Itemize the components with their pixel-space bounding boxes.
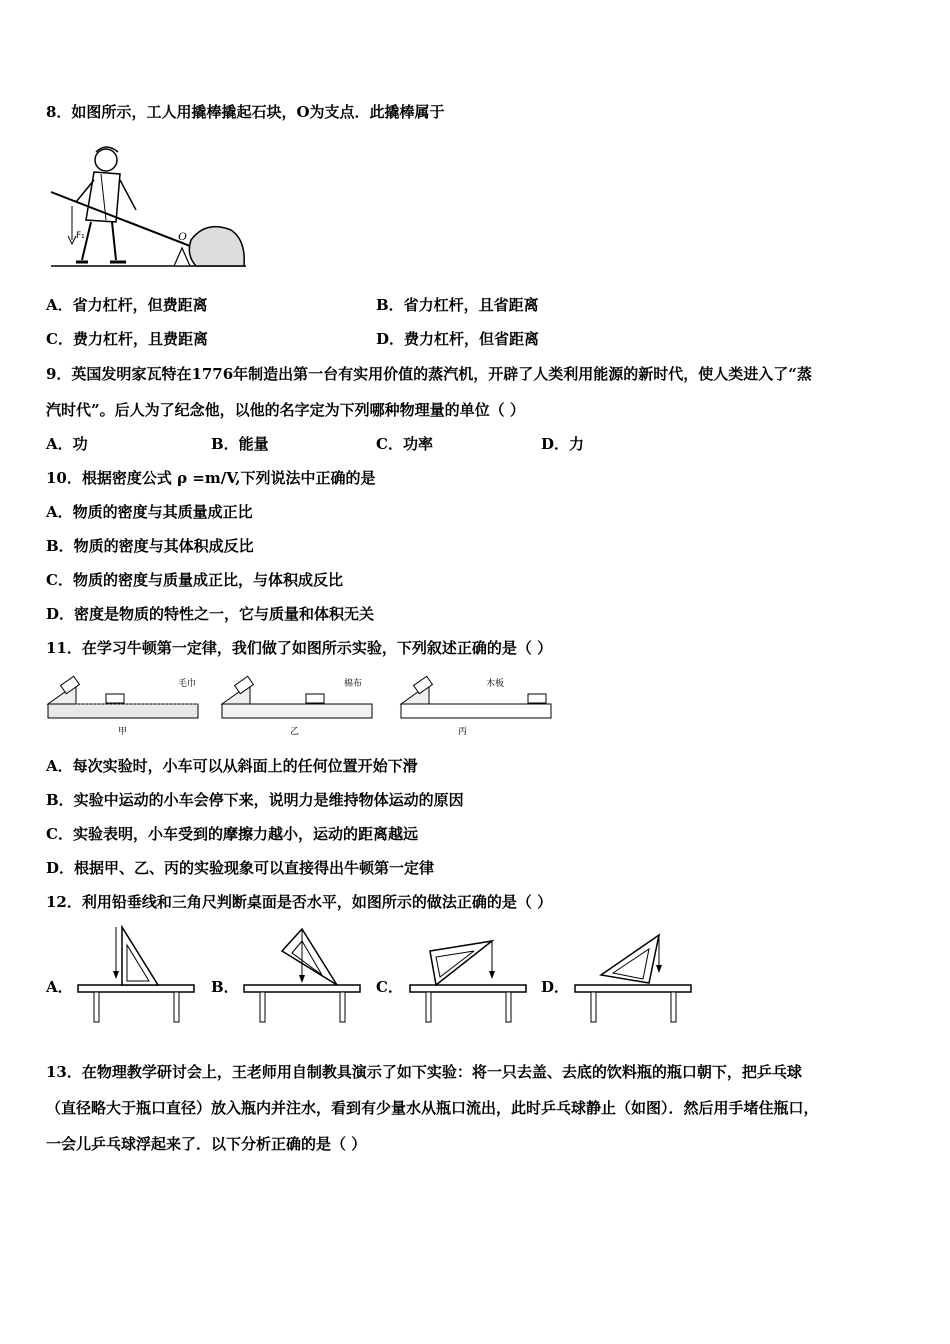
pivot-label: O	[178, 229, 187, 243]
q10-option-a[interactable]: A．物质的密度与其质量成正比	[46, 503, 253, 521]
q11-option-b[interactable]: B．实验中运动的小车会停下来，说明力是维持物体运动的原因	[46, 791, 464, 809]
q12-stem: 12．利用铅垂线和三角尺判断桌面是否水平，如图所示的做法正确的是（ ）	[46, 893, 553, 911]
caption-bing: 丙	[458, 727, 468, 737]
lever-figure	[46, 140, 266, 275]
q9-option-a[interactable]: A．功	[46, 435, 88, 453]
plumb-figure-c	[408, 925, 530, 1025]
q9-stem-line1: 9．英国发明家瓦特在1776年制造出第一台有实用价值的蒸汽机，开辟了人类利用能源的新时代，使人类进入了“蒸	[46, 365, 812, 383]
panel-wood	[401, 676, 551, 737]
q13-stem-line3: 一会儿乒乓球浮起来了．以下分析正确的是（ ）	[46, 1135, 367, 1153]
q12-option-a[interactable]: A．	[46, 978, 73, 996]
plumb-figure-d	[573, 925, 695, 1025]
q8-option-c[interactable]: C．费力杠杆，且费距离	[46, 330, 208, 348]
q9-stem-line2: 汽时代”。后人为了纪念他，以他的名字定为下列哪种物理量的单位（ ）	[46, 401, 525, 419]
newton-experiment-figure	[46, 672, 556, 740]
label-towel: 毛巾	[178, 679, 197, 689]
q8-option-a[interactable]: A．省力杠杆，但费距离	[46, 296, 208, 314]
q10-option-d[interactable]: D．密度是物质的特性之一，它与质量和体积无关	[46, 605, 375, 623]
q11-stem: 11．在学习牛顿第一定律，我们做了如图所示实验，下列叙述正确的是（ ）	[46, 639, 553, 657]
q10-stem: 10．根据密度公式 ρ =m/V,下列说法中正确的是	[46, 469, 376, 487]
label-wood: 木板	[486, 679, 505, 689]
q11-option-d[interactable]: D．根据甲、乙、丙的实验现象可以直接得出牛顿第一定律	[46, 859, 435, 877]
force-label: F₁	[76, 231, 85, 241]
q13-stem-line2: （直径略大于瓶口直径）放入瓶内并注水，看到有少量水从瓶口流出，此时乒乓球静止（如图）．然后用手堵住瓶口，	[46, 1099, 819, 1117]
panel-cotton	[222, 676, 372, 737]
panel-towel	[48, 676, 198, 737]
caption-jia: 甲	[118, 727, 128, 737]
caption-yi: 乙	[290, 727, 300, 737]
q8-stem: 8．如图所示，工人用撬棒撬起石块，O为支点．此撬棒属于	[46, 103, 445, 121]
q12-option-c[interactable]: C．	[376, 978, 403, 996]
q12-option-b[interactable]: B．	[211, 978, 239, 996]
q9-option-b[interactable]: B．能量	[211, 435, 269, 453]
q13-stem-line1: 13．在物理教学研讨会上，王老师用自制教具演示了如下实验：将一只去盖、去底的饮料瓶的瓶口朝下，把乒乓球	[46, 1063, 802, 1081]
q10-option-b[interactable]: B．物质的密度与其体积成反比	[46, 537, 254, 555]
q8-option-b[interactable]: B．省力杠杆，且省距离	[376, 296, 539, 314]
q9-option-d[interactable]: D．力	[541, 435, 585, 453]
q10-option-c[interactable]: C．物质的密度与质量成正比，与体积成反比	[46, 571, 343, 589]
plumb-figure-b	[242, 925, 364, 1025]
q8-option-d[interactable]: D．费力杠杆，但省距离	[376, 330, 540, 348]
q9-option-c[interactable]: C．功率	[376, 435, 433, 453]
q11-option-c[interactable]: C．实验表明，小车受到的摩擦力越小，运动的距离越远	[46, 825, 418, 843]
q11-option-a[interactable]: A．每次实验时，小车可以从斜面上的任何位置开始下滑	[46, 757, 418, 775]
label-cotton: 棉布	[344, 679, 363, 689]
q12-option-d[interactable]: D．	[541, 978, 570, 996]
plumb-figure-a	[76, 925, 198, 1025]
